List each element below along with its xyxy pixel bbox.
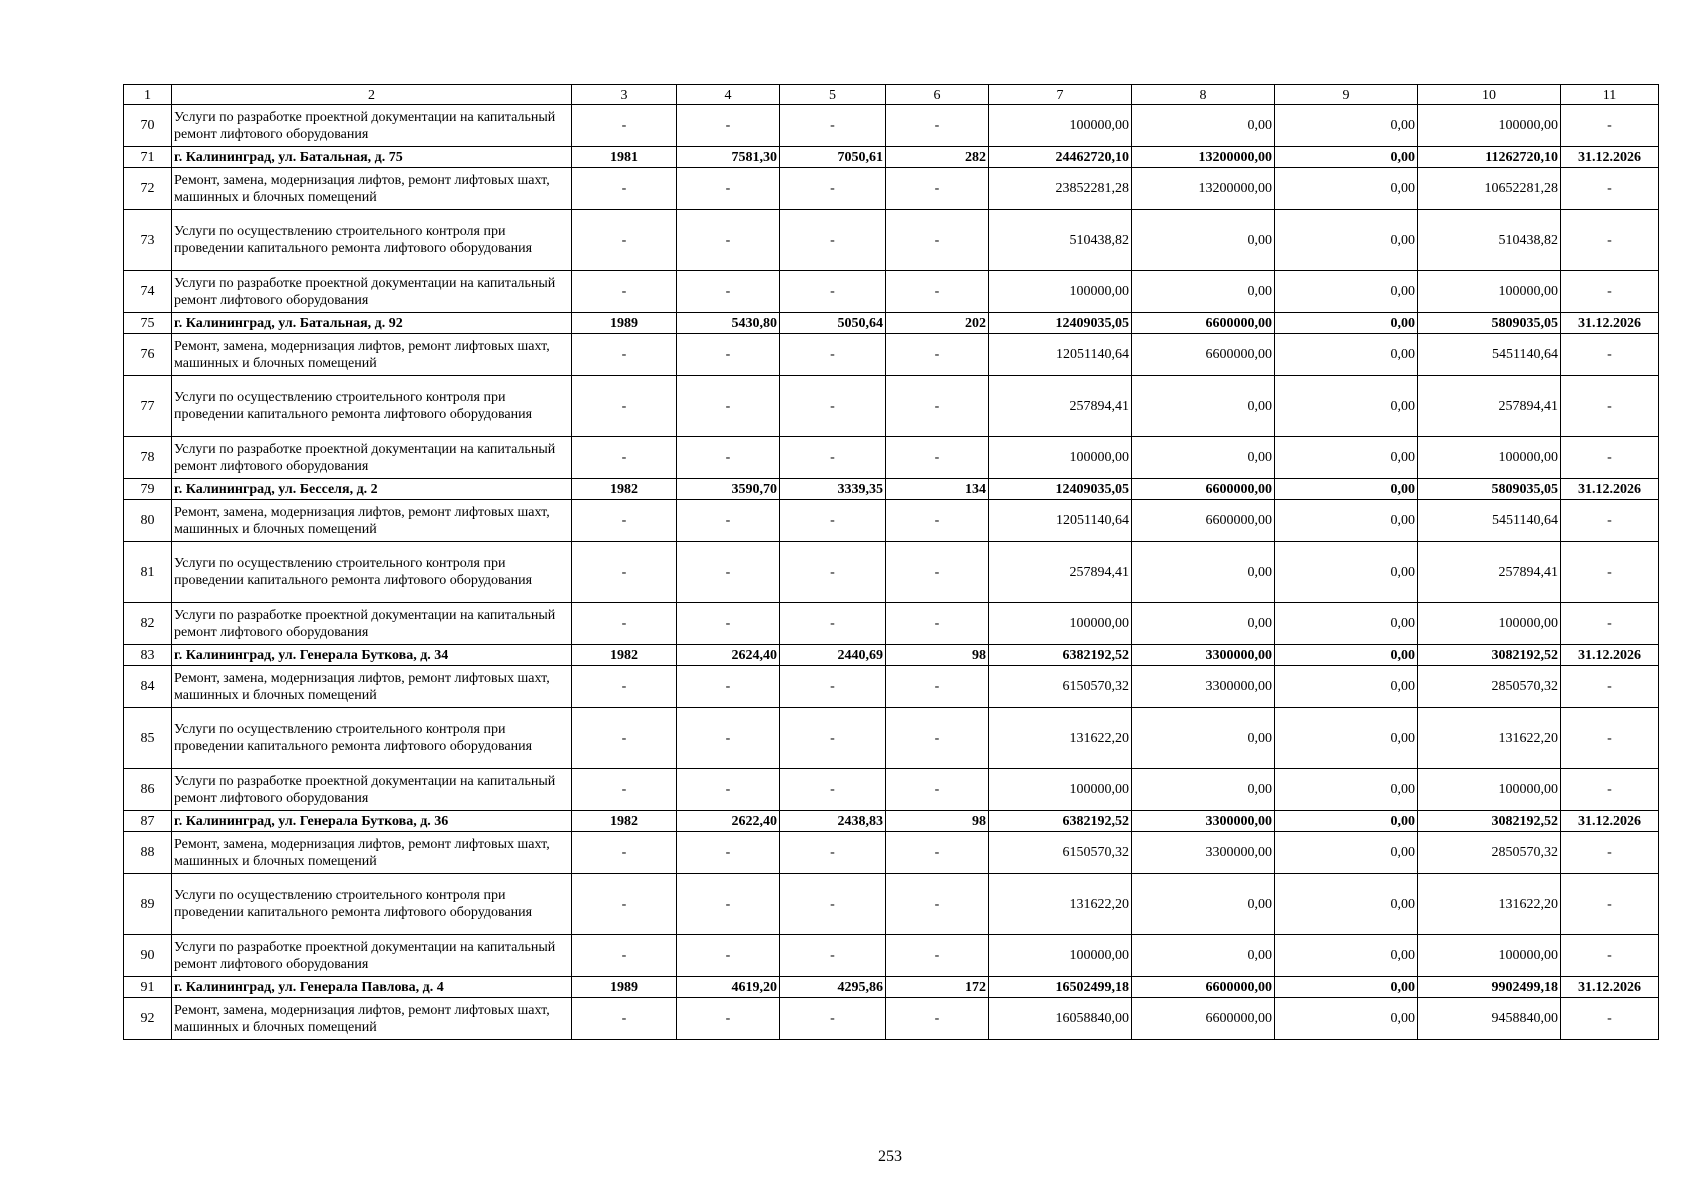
total-area: 2622,40 — [677, 811, 780, 832]
column-header: 7 — [989, 85, 1132, 105]
owner-cost: 100000,00 — [1418, 603, 1561, 645]
completion-date: - — [1561, 105, 1659, 147]
fund-cost: 13200000,00 — [1132, 168, 1275, 210]
residents: - — [886, 500, 989, 542]
completion-date: - — [1561, 168, 1659, 210]
completion-date: - — [1561, 603, 1659, 645]
column-header: 1 — [124, 85, 172, 105]
fund-cost: 0,00 — [1132, 210, 1275, 271]
year-built: 1982 — [572, 645, 677, 666]
service-row — [124, 334, 1659, 376]
living-area: - — [780, 334, 886, 376]
fund-cost: 3300000,00 — [1132, 666, 1275, 708]
total-area: - — [677, 271, 780, 313]
row-number: 90 — [124, 935, 172, 977]
residents: 98 — [886, 811, 989, 832]
total-area: - — [677, 666, 780, 708]
total-area: - — [677, 874, 780, 935]
owner-cost: 257894,41 — [1418, 542, 1561, 603]
living-area: - — [780, 935, 886, 977]
budget-cost: 0,00 — [1275, 874, 1418, 935]
fund-cost: 0,00 — [1132, 708, 1275, 769]
row-number: 74 — [124, 271, 172, 313]
budget-cost: 0,00 — [1275, 811, 1418, 832]
residents: - — [886, 874, 989, 935]
budget-cost: 0,00 — [1275, 769, 1418, 811]
completion-date: - — [1561, 708, 1659, 769]
column-header: 10 — [1418, 85, 1561, 105]
owner-cost: 9458840,00 — [1418, 998, 1561, 1040]
living-area: - — [780, 998, 886, 1040]
address-row — [124, 313, 1659, 334]
year-built: - — [572, 376, 677, 437]
completion-date: - — [1561, 376, 1659, 437]
residents: 282 — [886, 147, 989, 168]
service-row — [124, 437, 1659, 479]
service-row — [124, 832, 1659, 874]
year-built: 1982 — [572, 811, 677, 832]
total-cost: 12051140,64 — [989, 334, 1132, 376]
living-area: - — [780, 542, 886, 603]
total-cost: 6150570,32 — [989, 832, 1132, 874]
row-description: Услуги по разработке проектной документации на капитальный ремонт лифтового оборудования — [172, 271, 572, 313]
completion-date: - — [1561, 542, 1659, 603]
row-number: 79 — [124, 479, 172, 500]
service-row — [124, 998, 1659, 1040]
residents: 172 — [886, 977, 989, 998]
fund-cost: 0,00 — [1132, 769, 1275, 811]
year-built: 1982 — [572, 479, 677, 500]
address-row — [124, 147, 1659, 168]
owner-cost: 100000,00 — [1418, 769, 1561, 811]
year-built: - — [572, 210, 677, 271]
total-area: - — [677, 210, 780, 271]
year-built: - — [572, 874, 677, 935]
column-header: 6 — [886, 85, 989, 105]
owner-cost: 11262720,10 — [1418, 147, 1561, 168]
service-row — [124, 666, 1659, 708]
total-cost: 12409035,05 — [989, 479, 1132, 500]
fund-cost: 3300000,00 — [1132, 832, 1275, 874]
budget-cost: 0,00 — [1275, 666, 1418, 708]
owner-cost: 5809035,05 — [1418, 313, 1561, 334]
residents: - — [886, 666, 989, 708]
row-description: Услуги по осуществлению строительного контроля при проведении капитального ремонта лифтового оборудования — [172, 874, 572, 935]
row-number: 81 — [124, 542, 172, 603]
owner-cost: 10652281,28 — [1418, 168, 1561, 210]
address-row — [124, 479, 1659, 500]
service-row — [124, 376, 1659, 437]
year-built: - — [572, 168, 677, 210]
living-area: - — [780, 769, 886, 811]
fund-cost: 0,00 — [1132, 437, 1275, 479]
total-cost: 100000,00 — [989, 769, 1132, 811]
year-built: 1989 — [572, 977, 677, 998]
completion-date: - — [1561, 998, 1659, 1040]
completion-date: 31.12.2026 — [1561, 645, 1659, 666]
budget-cost: 0,00 — [1275, 977, 1418, 998]
completion-date: - — [1561, 271, 1659, 313]
row-description: г. Калининград, ул. Батальная, д. 92 — [172, 313, 572, 334]
row-number: 82 — [124, 603, 172, 645]
total-area: 4619,20 — [677, 977, 780, 998]
residents: - — [886, 437, 989, 479]
total-cost: 6382192,52 — [989, 645, 1132, 666]
row-description: г. Калининград, ул. Генерала Буткова, д. 34 — [172, 645, 572, 666]
fund-cost: 0,00 — [1132, 105, 1275, 147]
fund-cost: 13200000,00 — [1132, 147, 1275, 168]
residents: - — [886, 105, 989, 147]
total-area: - — [677, 769, 780, 811]
total-cost: 100000,00 — [989, 271, 1132, 313]
year-built: - — [572, 935, 677, 977]
row-description: Услуги по разработке проектной документации на капитальный ремонт лифтового оборудования — [172, 105, 572, 147]
residents: - — [886, 542, 989, 603]
residents: - — [886, 168, 989, 210]
living-area: - — [780, 603, 886, 645]
owner-cost: 131622,20 — [1418, 708, 1561, 769]
row-number: 72 — [124, 168, 172, 210]
total-area: - — [677, 500, 780, 542]
owner-cost: 510438,82 — [1418, 210, 1561, 271]
total-area: - — [677, 437, 780, 479]
row-description: Услуги по осуществлению строительного контроля при проведении капитального ремонта лифтового оборудования — [172, 376, 572, 437]
completion-date: 31.12.2026 — [1561, 479, 1659, 500]
total-cost: 131622,20 — [989, 708, 1132, 769]
completion-date: - — [1561, 832, 1659, 874]
total-area: - — [677, 603, 780, 645]
residents: - — [886, 376, 989, 437]
year-built: - — [572, 666, 677, 708]
row-number: 88 — [124, 832, 172, 874]
total-cost: 24462720,10 — [989, 147, 1132, 168]
column-number-row — [124, 85, 1659, 105]
budget-cost: 0,00 — [1275, 500, 1418, 542]
row-number: 92 — [124, 998, 172, 1040]
budget-cost: 0,00 — [1275, 334, 1418, 376]
owner-cost: 5809035,05 — [1418, 479, 1561, 500]
residents: - — [886, 769, 989, 811]
service-row — [124, 874, 1659, 935]
total-cost: 100000,00 — [989, 935, 1132, 977]
row-number: 84 — [124, 666, 172, 708]
page-number: 253 — [878, 1148, 902, 1165]
year-built: - — [572, 105, 677, 147]
column-header: 11 — [1561, 85, 1659, 105]
owner-cost: 9902499,18 — [1418, 977, 1561, 998]
living-area: - — [780, 437, 886, 479]
total-area: - — [677, 334, 780, 376]
residents: - — [886, 334, 989, 376]
budget-cost: 0,00 — [1275, 935, 1418, 977]
completion-date: 31.12.2026 — [1561, 147, 1659, 168]
row-number: 77 — [124, 376, 172, 437]
service-row — [124, 271, 1659, 313]
completion-date: - — [1561, 874, 1659, 935]
fund-cost: 0,00 — [1132, 874, 1275, 935]
row-description: Услуги по разработке проектной документации на капитальный ремонт лифтового оборудования — [172, 603, 572, 645]
total-area: - — [677, 708, 780, 769]
living-area: - — [780, 874, 886, 935]
row-number: 86 — [124, 769, 172, 811]
row-number: 78 — [124, 437, 172, 479]
budget-cost: 0,00 — [1275, 832, 1418, 874]
residents: - — [886, 832, 989, 874]
living-area: - — [780, 832, 886, 874]
row-number: 76 — [124, 334, 172, 376]
year-built: - — [572, 769, 677, 811]
completion-date: 31.12.2026 — [1561, 313, 1659, 334]
service-row — [124, 210, 1659, 271]
row-description: Ремонт, замена, модернизация лифтов, ремонт лифтовых шахт, машинных и блочных помещений — [172, 168, 572, 210]
total-cost: 16058840,00 — [989, 998, 1132, 1040]
capital-repair-table — [123, 84, 1659, 1040]
total-area: - — [677, 542, 780, 603]
year-built: - — [572, 998, 677, 1040]
completion-date: - — [1561, 769, 1659, 811]
year-built: - — [572, 832, 677, 874]
row-number: 87 — [124, 811, 172, 832]
year-built: - — [572, 542, 677, 603]
fund-cost: 0,00 — [1132, 542, 1275, 603]
year-built: - — [572, 708, 677, 769]
living-area: - — [780, 666, 886, 708]
budget-cost: 0,00 — [1275, 168, 1418, 210]
total-cost: 12409035,05 — [989, 313, 1132, 334]
owner-cost: 2850570,32 — [1418, 666, 1561, 708]
fund-cost: 3300000,00 — [1132, 811, 1275, 832]
living-area: 2438,83 — [780, 811, 886, 832]
total-cost: 510438,82 — [989, 210, 1132, 271]
row-description: г. Калининград, ул. Генерала Павлова, д. 4 — [172, 977, 572, 998]
living-area: 5050,64 — [780, 313, 886, 334]
completion-date: 31.12.2026 — [1561, 811, 1659, 832]
fund-cost: 0,00 — [1132, 603, 1275, 645]
year-built: 1981 — [572, 147, 677, 168]
fund-cost: 6600000,00 — [1132, 998, 1275, 1040]
row-description: Ремонт, замена, модернизация лифтов, ремонт лифтовых шахт, машинных и блочных помещений — [172, 500, 572, 542]
residents: 202 — [886, 313, 989, 334]
row-number: 80 — [124, 500, 172, 542]
living-area: - — [780, 271, 886, 313]
total-cost: 16502499,18 — [989, 977, 1132, 998]
fund-cost: 0,00 — [1132, 376, 1275, 437]
budget-cost: 0,00 — [1275, 998, 1418, 1040]
row-description: г. Калининград, ул. Батальная, д. 75 — [172, 147, 572, 168]
owner-cost: 2850570,32 — [1418, 832, 1561, 874]
fund-cost: 6600000,00 — [1132, 977, 1275, 998]
total-cost: 6382192,52 — [989, 811, 1132, 832]
fund-cost: 3300000,00 — [1132, 645, 1275, 666]
budget-cost: 0,00 — [1275, 376, 1418, 437]
row-description: г. Калининград, ул. Генерала Буткова, д. 36 — [172, 811, 572, 832]
total-area: 5430,80 — [677, 313, 780, 334]
residents: - — [886, 998, 989, 1040]
living-area: - — [780, 708, 886, 769]
total-area: 7581,30 — [677, 147, 780, 168]
residents: 98 — [886, 645, 989, 666]
completion-date: 31.12.2026 — [1561, 977, 1659, 998]
budget-cost: 0,00 — [1275, 147, 1418, 168]
row-number: 73 — [124, 210, 172, 271]
row-description: Ремонт, замена, модернизация лифтов, ремонт лифтовых шахт, машинных и блочных помещений — [172, 832, 572, 874]
row-description: Услуги по разработке проектной документации на капитальный ремонт лифтового оборудования — [172, 769, 572, 811]
row-description: г. Калининград, ул. Бесселя, д. 2 — [172, 479, 572, 500]
living-area: - — [780, 376, 886, 437]
row-number: 89 — [124, 874, 172, 935]
total-area: - — [677, 832, 780, 874]
row-description: Услуги по осуществлению строительного контроля при проведении капитального ремонта лифтового оборудования — [172, 708, 572, 769]
address-row — [124, 977, 1659, 998]
total-area: - — [677, 998, 780, 1040]
completion-date: - — [1561, 500, 1659, 542]
fund-cost: 6600000,00 — [1132, 313, 1275, 334]
fund-cost: 6600000,00 — [1132, 500, 1275, 542]
total-cost: 100000,00 — [989, 437, 1132, 479]
owner-cost: 3082192,52 — [1418, 645, 1561, 666]
budget-cost: 0,00 — [1275, 210, 1418, 271]
row-description: Ремонт, замена, модернизация лифтов, ремонт лифтовых шахт, машинных и блочных помещений — [172, 998, 572, 1040]
living-area: 3339,35 — [780, 479, 886, 500]
fund-cost: 6600000,00 — [1132, 334, 1275, 376]
column-header: 8 — [1132, 85, 1275, 105]
total-cost: 100000,00 — [989, 603, 1132, 645]
address-row — [124, 811, 1659, 832]
owner-cost: 5451140,64 — [1418, 334, 1561, 376]
owner-cost: 100000,00 — [1418, 935, 1561, 977]
living-area: - — [780, 168, 886, 210]
year-built: 1989 — [572, 313, 677, 334]
completion-date: - — [1561, 935, 1659, 977]
budget-cost: 0,00 — [1275, 105, 1418, 147]
budget-cost: 0,00 — [1275, 313, 1418, 334]
total-cost: 23852281,28 — [989, 168, 1132, 210]
owner-cost: 100000,00 — [1418, 105, 1561, 147]
service-row — [124, 769, 1659, 811]
year-built: - — [572, 271, 677, 313]
living-area: - — [780, 210, 886, 271]
living-area: 4295,86 — [780, 977, 886, 998]
row-number: 70 — [124, 105, 172, 147]
residents: 134 — [886, 479, 989, 500]
column-header: 2 — [172, 85, 572, 105]
row-description: Услуги по разработке проектной документации на капитальный ремонт лифтового оборудования — [172, 437, 572, 479]
budget-cost: 0,00 — [1275, 479, 1418, 500]
service-row — [124, 168, 1659, 210]
completion-date: - — [1561, 666, 1659, 708]
owner-cost: 131622,20 — [1418, 874, 1561, 935]
service-row — [124, 603, 1659, 645]
column-header: 3 — [572, 85, 677, 105]
fund-cost: 0,00 — [1132, 271, 1275, 313]
total-area: - — [677, 376, 780, 437]
row-description: Ремонт, замена, модернизация лифтов, ремонт лифтовых шахт, машинных и блочных помещений — [172, 334, 572, 376]
row-number: 71 — [124, 147, 172, 168]
budget-cost: 0,00 — [1275, 603, 1418, 645]
total-cost: 6150570,32 — [989, 666, 1132, 708]
budget-cost: 0,00 — [1275, 542, 1418, 603]
living-area: - — [780, 500, 886, 542]
row-description: Услуги по разработке проектной документации на капитальный ремонт лифтового оборудования — [172, 935, 572, 977]
service-row — [124, 500, 1659, 542]
year-built: - — [572, 334, 677, 376]
owner-cost: 257894,41 — [1418, 376, 1561, 437]
residents: - — [886, 935, 989, 977]
completion-date: - — [1561, 334, 1659, 376]
living-area: 2440,69 — [780, 645, 886, 666]
column-header: 5 — [780, 85, 886, 105]
service-row — [124, 935, 1659, 977]
row-number: 85 — [124, 708, 172, 769]
fund-cost: 0,00 — [1132, 935, 1275, 977]
year-built: - — [572, 437, 677, 479]
budget-cost: 0,00 — [1275, 271, 1418, 313]
row-number: 91 — [124, 977, 172, 998]
total-area: - — [677, 935, 780, 977]
row-description: Услуги по осуществлению строительного контроля при проведении капитального ремонта лифтового оборудования — [172, 210, 572, 271]
total-cost: 257894,41 — [989, 542, 1132, 603]
total-area: 2624,40 — [677, 645, 780, 666]
total-cost: 257894,41 — [989, 376, 1132, 437]
owner-cost: 100000,00 — [1418, 437, 1561, 479]
budget-cost: 0,00 — [1275, 437, 1418, 479]
living-area: 7050,61 — [780, 147, 886, 168]
service-row — [124, 542, 1659, 603]
row-number: 75 — [124, 313, 172, 334]
total-area: 3590,70 — [677, 479, 780, 500]
row-description: Услуги по осуществлению строительного контроля при проведении капитального ремонта лифтового оборудования — [172, 542, 572, 603]
budget-cost: 0,00 — [1275, 645, 1418, 666]
address-row — [124, 645, 1659, 666]
fund-cost: 6600000,00 — [1132, 479, 1275, 500]
service-row — [124, 105, 1659, 147]
residents: - — [886, 271, 989, 313]
completion-date: - — [1561, 210, 1659, 271]
year-built: - — [572, 500, 677, 542]
year-built: - — [572, 603, 677, 645]
column-header: 9 — [1275, 85, 1418, 105]
owner-cost: 3082192,52 — [1418, 811, 1561, 832]
budget-cost: 0,00 — [1275, 708, 1418, 769]
residents: - — [886, 603, 989, 645]
living-area: - — [780, 105, 886, 147]
total-area: - — [677, 105, 780, 147]
row-number: 83 — [124, 645, 172, 666]
column-header: 4 — [677, 85, 780, 105]
residents: - — [886, 708, 989, 769]
row-description: Ремонт, замена, модернизация лифтов, ремонт лифтовых шахт, машинных и блочных помещений — [172, 666, 572, 708]
service-row — [124, 708, 1659, 769]
total-cost: 131622,20 — [989, 874, 1132, 935]
completion-date: - — [1561, 437, 1659, 479]
residents: - — [886, 210, 989, 271]
total-area: - — [677, 168, 780, 210]
total-cost: 12051140,64 — [989, 500, 1132, 542]
owner-cost: 100000,00 — [1418, 271, 1561, 313]
total-cost: 100000,00 — [989, 105, 1132, 147]
owner-cost: 5451140,64 — [1418, 500, 1561, 542]
